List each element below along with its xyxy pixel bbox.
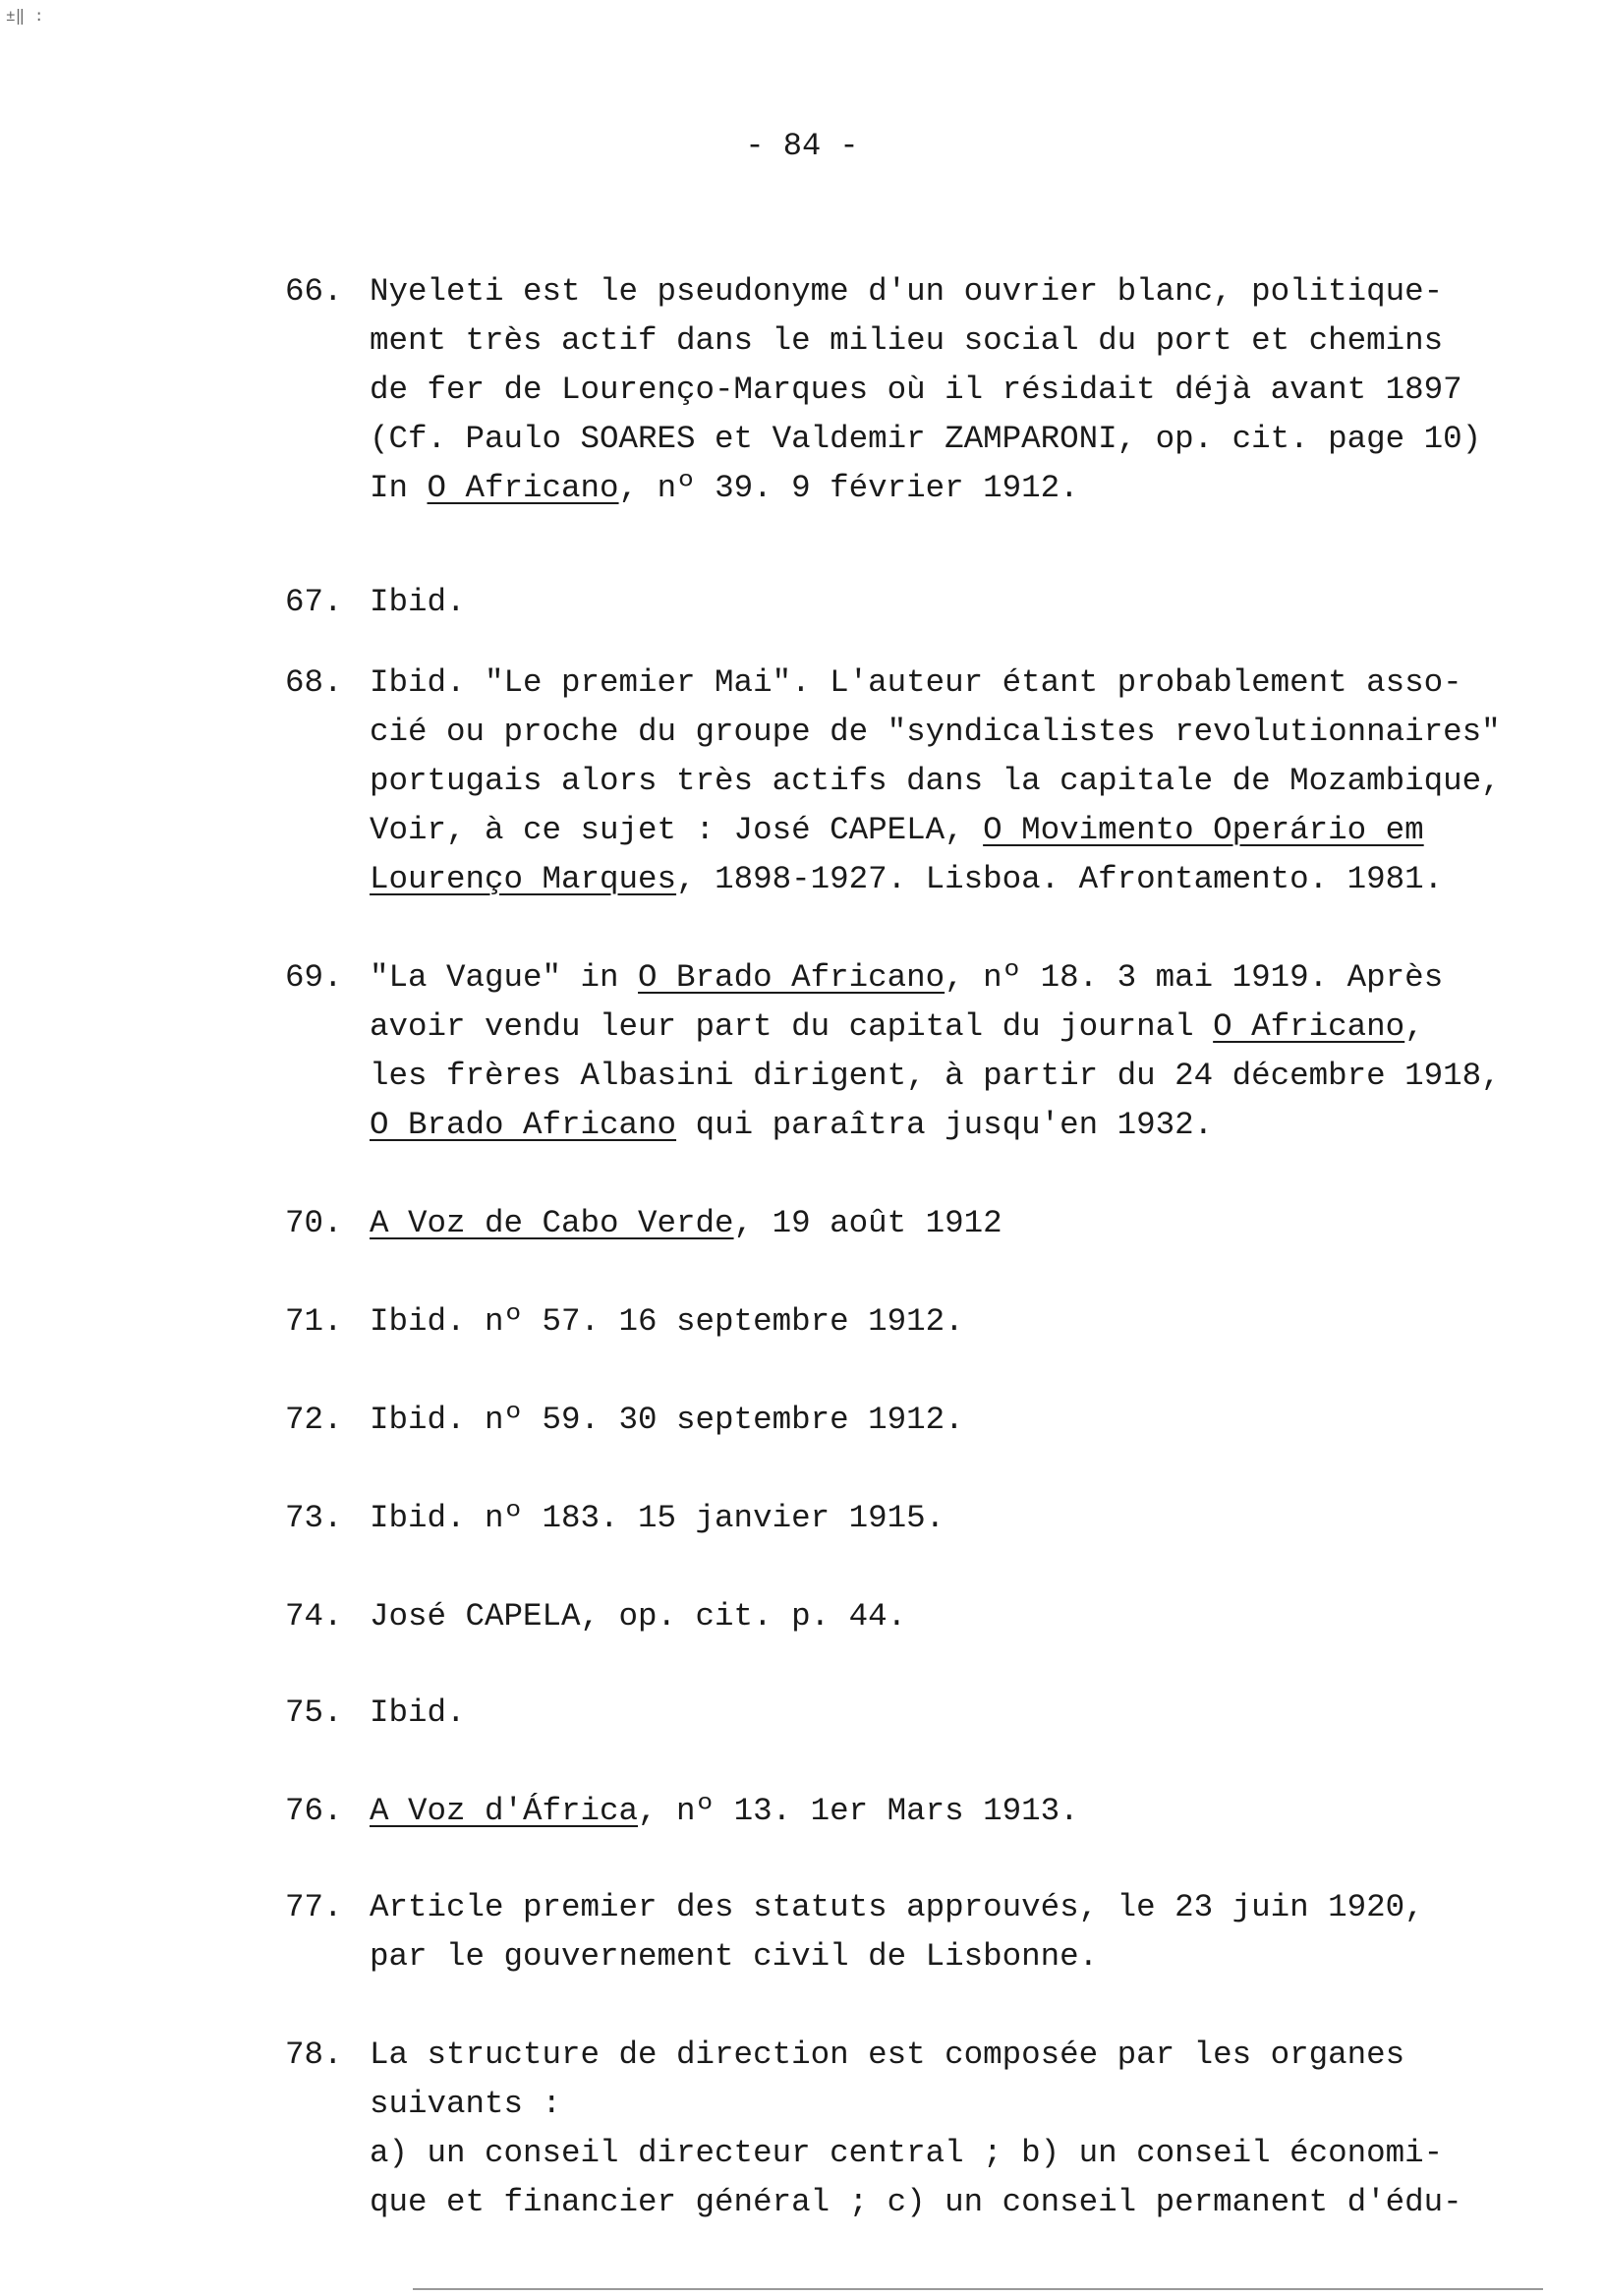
footnote-68: [285, 659, 1553, 904]
text-segment: ,: [1404, 1008, 1424, 1045]
footnote-number: 78.: [285, 2037, 343, 2073]
text-segment: Ibid. nº 183. 15 janvier 1915.: [370, 1500, 945, 1536]
footnote-line: [370, 806, 1553, 855]
footnote-73: [285, 1494, 1553, 1543]
footnote-line: [370, 659, 1553, 708]
footnote-number: 73.: [285, 1500, 343, 1536]
footnote-number: 74.: [285, 1598, 343, 1635]
footnote-line: [370, 1052, 1553, 1101]
footnote-line: [370, 578, 1553, 627]
underlined-title: O Movimento Operário em: [983, 812, 1424, 848]
footnote-number: 66.: [285, 273, 343, 310]
underlined-title: A Voz d'África: [370, 1793, 639, 1829]
text-segment: suivants :: [370, 2086, 562, 2122]
text-segment: , nº 18. 3 mai 1919. Après: [945, 959, 1444, 996]
underlined-title: O Brado Africano: [370, 1107, 677, 1143]
text-segment: les frères Albasini dirigent, à partir du 24 décembre 1918,: [370, 1058, 1501, 1094]
text-segment: Ibid. nº 57. 16 septembre 1912.: [370, 1303, 964, 1340]
footnote-75: [285, 1689, 1553, 1738]
text-segment: José CAPELA, op. cit. p. 44.: [370, 1598, 907, 1635]
footnote-69: [285, 953, 1553, 1150]
footnote-66: [285, 267, 1553, 513]
text-segment: Nyeleti est le pseudonyme d'un ouvrier blanc, politique-: [370, 273, 1444, 310]
text-segment: Ibid. "Le premier Mai". L'auteur étant probablement asso-: [370, 664, 1462, 701]
text-segment: , nº 13. 1er Mars 1913.: [638, 1793, 1079, 1829]
footnote-line: [370, 1883, 1553, 1932]
footnote-line: [370, 415, 1553, 464]
footnote-number: 75.: [285, 1694, 343, 1731]
footnote-line: [370, 267, 1553, 316]
footnote-line: [370, 316, 1553, 366]
scan-artifact: ±‖ :: [6, 8, 44, 26]
text-segment: cié ou proche du groupe de "syndicalistes revolutionnaires": [370, 714, 1501, 750]
footnote-text: [370, 1787, 1553, 1836]
text-segment: Voir, à ce sujet : José CAPELA,: [370, 812, 984, 848]
text-segment: (Cf. Paulo SOARES et Valdemir ZAMPARONI, op. cit. page 10): [370, 421, 1482, 457]
footnote-text: [370, 578, 1553, 627]
footnote-line: [370, 757, 1553, 806]
footnote-text: [370, 2031, 1553, 2227]
footnote-number: 71.: [285, 1303, 343, 1340]
footnote-number: 72.: [285, 1402, 343, 1438]
text-segment: , 19 août 1912: [733, 1205, 1002, 1241]
footnote-line: [370, 464, 1553, 513]
footnote-text: [370, 267, 1553, 513]
text-segment: qui paraîtra jusqu'en 1932.: [676, 1107, 1214, 1143]
text-segment: Ibid. nº 59. 30 septembre 1912.: [370, 1402, 964, 1438]
text-segment: Ibid.: [370, 584, 466, 620]
footnote-text: [370, 1199, 1553, 1248]
footnote-line: [370, 1592, 1553, 1641]
underlined-title: A Voz de Cabo Verde: [370, 1205, 734, 1241]
text-segment: par le gouvernement civil de Lisbonne.: [370, 1938, 1099, 1975]
text-segment: , nº 39. 9 février 1912.: [618, 470, 1079, 506]
footnote-text: [370, 1689, 1553, 1738]
text-segment: ment très actif dans le milieu social du port et chemins: [370, 322, 1444, 359]
footnote-line: [370, 953, 1553, 1003]
footnote-text: [370, 1592, 1553, 1641]
footnote-line: [370, 1689, 1553, 1738]
footnote-number: 69.: [285, 959, 343, 996]
underlined-title: Lourenço Marques: [370, 861, 677, 897]
footnote-line: [370, 708, 1553, 757]
footnote-number: 76.: [285, 1793, 343, 1829]
footnote-72: [285, 1396, 1553, 1445]
footnote-78: [285, 2031, 1553, 2227]
footnote-line: [370, 1787, 1553, 1836]
text-segment: In: [370, 470, 428, 506]
footnote-line: [370, 1297, 1553, 1347]
footnote-70: [285, 1199, 1553, 1248]
footnote-77: [285, 1883, 1553, 1981]
underlined-title: O Africano: [1213, 1008, 1405, 1045]
footnote-line: [370, 2080, 1553, 2129]
footnote-line: [370, 1003, 1553, 1052]
text-segment: Article premier des statuts approuvés, le 23 juin 1920,: [370, 1889, 1424, 1925]
text-segment: a) un conseil directeur central ; b) un conseil économi-: [370, 2135, 1444, 2171]
footnote-line: [370, 1396, 1553, 1445]
text-segment: de fer de Lourenço-Marques où il résidait déjà avant 1897: [370, 372, 1462, 408]
footnote-number: 67.: [285, 584, 343, 620]
text-segment: portugais alors très actifs dans la capitale de Mozambique,: [370, 763, 1501, 799]
footnote-text: [370, 659, 1553, 904]
footnote-line: [370, 2031, 1553, 2080]
footnote-line: [370, 2178, 1553, 2227]
footnote-text: [370, 1494, 1553, 1543]
text-segment: avoir vendu leur part du capital du journal: [370, 1008, 1214, 1045]
footnote-number: 68.: [285, 664, 343, 701]
underlined-title: O Africano: [427, 470, 619, 506]
underlined-title: O Brado Africano: [638, 959, 945, 996]
bottom-rule: [413, 2288, 1543, 2290]
footnote-line: [370, 855, 1553, 904]
page-number: - 84 -: [745, 128, 859, 164]
footnote-number: 77.: [285, 1889, 343, 1925]
footnote-67: [285, 578, 1553, 627]
footnote-line: [370, 1101, 1553, 1150]
footnote-text: [370, 1396, 1553, 1445]
text-segment: , 1898-1927. Lisboa. Afrontamento. 1981.: [676, 861, 1444, 897]
footnote-text: [370, 1297, 1553, 1347]
footnote-line: [370, 2129, 1553, 2178]
footnote-line: [370, 366, 1553, 415]
footnote-number: 70.: [285, 1205, 343, 1241]
footnote-74: [285, 1592, 1553, 1641]
footnote-71: [285, 1297, 1553, 1347]
text-segment: "La Vague" in: [370, 959, 639, 996]
text-segment: La structure de direction est composée par les organes: [370, 2037, 1405, 2073]
text-segment: que et financier général ; c) un conseil permanent d'édu-: [370, 2184, 1462, 2220]
footnote-text: [370, 1883, 1553, 1981]
text-segment: Ibid.: [370, 1694, 466, 1731]
footnote-text: [370, 953, 1553, 1150]
footnote-line: [370, 1932, 1553, 1981]
footnote-line: [370, 1494, 1553, 1543]
footnote-76: [285, 1787, 1553, 1836]
footnote-line: [370, 1199, 1553, 1248]
